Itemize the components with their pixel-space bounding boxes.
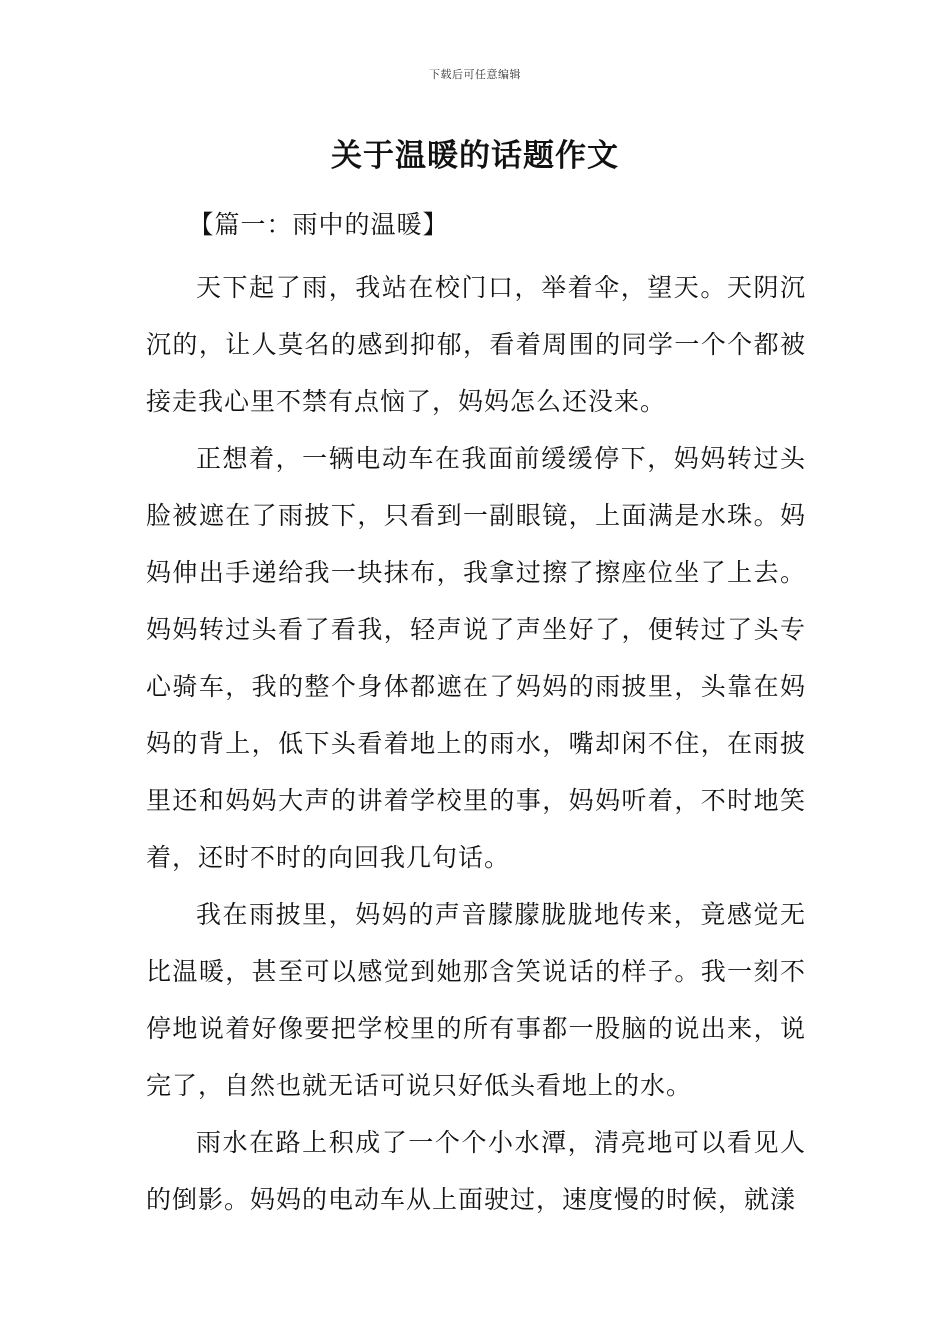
paragraph-1: 天下起了雨，我站在校门口，举着伞，望天。天阴沉沉的，让人莫名的感到抑郁，看着周围的同学一个个都被接走我心里不禁有点恼了，妈妈怎么还没来。 (146, 273, 806, 416)
paragraph-3: 我在雨披里，妈妈的声音朦朦胧胧地传来，竟感觉无比温暖，甚至可以感觉到她那含笑说话的样子。我一刻不停地说着好像要把学校里的所有事都一股脑的说出来，说完了，自然也就无话可说只好低头看地上的水。 (146, 900, 806, 1100)
document-title: 关于温暖的话题作文 (331, 138, 619, 174)
document-body (146, 205, 806, 1228)
header-note: 下载后可任意编辑 (429, 68, 521, 81)
paragraph-4: 雨水在路上积成了一个个小水潭，清亮地可以看见人的倒影。妈妈的电动车从上面驶过，速度慢的时候，就漾 (146, 1128, 806, 1214)
paragraph-2: 正想着，一辆电动车在我面前缓缓停下，妈妈转过头脸被遮在了雨披下，只看到一副眼镜，上面满是水珠。妈妈伸出手递给我一块抹布，我拿过擦了擦座位坐了上去。妈妈转过头看了看我，轻声说了声坐好了，便转过了头专心骑车，我的整个身体都遮在了妈妈的雨披里，头靠在妈妈的背上，低下头看着地上的雨水，嘴却闲不住，在雨披里还和妈妈大声的讲着学校里的事，妈妈听着，不时地笑着，还时不时的向回我几句话。 (146, 444, 806, 872)
section-heading: 【篇一：雨中的温暖】 (188, 210, 449, 239)
